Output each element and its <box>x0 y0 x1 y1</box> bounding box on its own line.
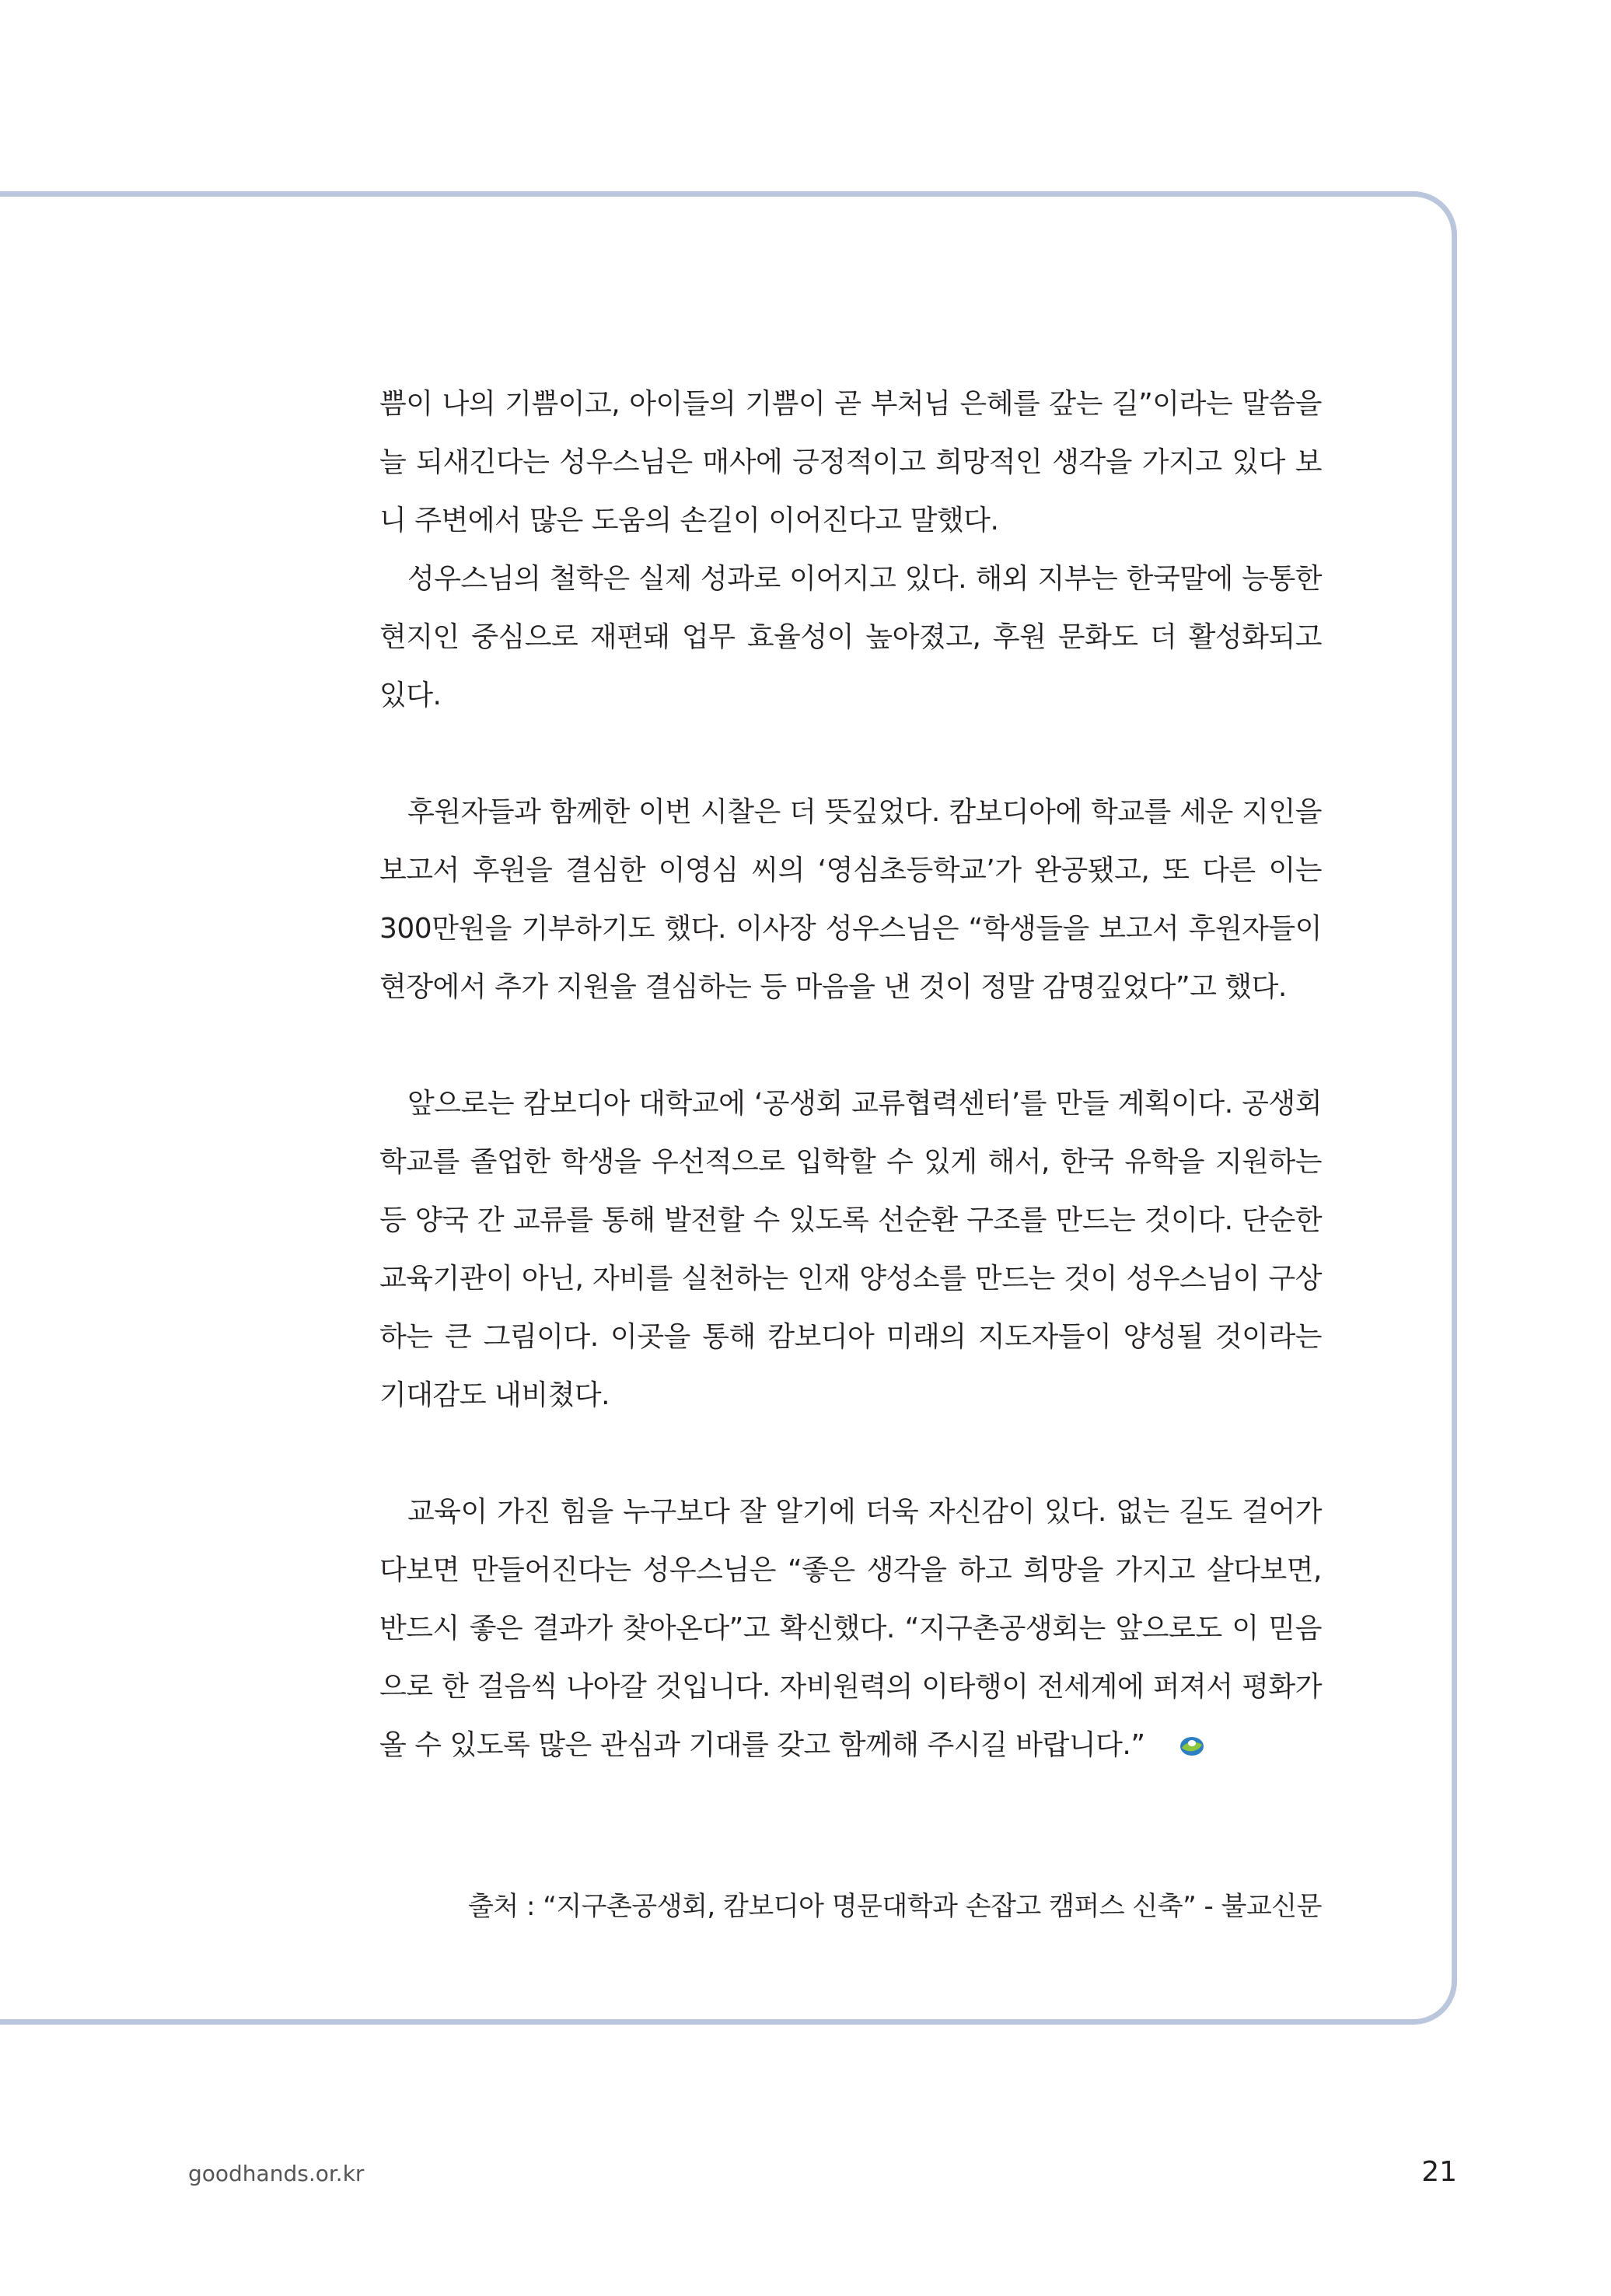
paragraph-2: 성우스님의 철학은 실제 성과로 이어지고 있다. 해외 지부는 한국말에 능통한 현지인 중심으로 재편돼 업무 효율성이 높아졌고, 후원 문화도 더 활성화되고 있다. <box>379 563 1322 711</box>
page-number: 21 <box>1421 2156 1457 2188</box>
paragraph-1: 쁨이 나의 기쁨이고, 아이들의 기쁨이 곧 부처님 은혜를 갚는 길”이라는 말씀을 늘 되새긴다는 성우스님은 매사에 긍정적이고 희망적인 생각을 가지고 있다 보니 주변에서 많은 도움의 손길이 이어진다고 말했다. <box>379 388 1322 536</box>
paragraph-4: 앞으로는 캄보디아 대학교에 ‘공생회 교류협력센터’를 만들 계획이다. 공생회 학교를 졸업한 학생을 우선적으로 입학할 수 있게 해서, 한국 유학을 지원하는 등 양국 간 교류를 통해 발전할 수 있도록 선순환 구조를 만드는 것이다. 단순한 교육기관이 아닌, 자비를 실천하는 인재 양성소를 만드는 것이 성우스님이 구상하는 큰 그림이다. 이곳을 통해 캄보디아 미래의 지도자들이 양성될 것이라는 기대감도 내비쳤다. <box>379 1088 1322 1411</box>
globe-logo-icon <box>1150 1719 1178 1742</box>
paragraph-3: 후원자들과 함께한 이번 시찰은 더 뜻깊었다. 캄보디아에 학교를 세운 지인을 보고서 후원을 결심한 이영심 씨의 ‘영심초등학교’가 완공됐고, 또 다른 이는 300만원을 기부하기도 했다. 이사장 성우스님은 “학생들을 보고서 후원자들이 현장에서 추가 지원을 결심하는 등 마음을 낸 것이 정말 감명깊었다”고 했다. <box>379 796 1322 1003</box>
paragraph-5-text: 교육이 가진 힘을 누구보다 잘 알기에 더욱 자신감이 있다. 없는 길도 걸어가다보면 만들어진다는 성우스님은 “좋은 생각을 하고 희망을 가지고 살다보면, 반드시 좋은 결과가 찾아온다”고 확신했다. “지구촌공생회는 앞으로도 이 믿음으로 한 걸음씩 나아갈 것입니다. 자비원력의 이타행이 전세계에 퍼져서 평화가 올 수 있도록 많은 관심과 기대를 갖고 함께해 주시길 바랍니다.” <box>379 1496 1322 1761</box>
footer-url: goodhands.or.kr <box>188 2161 365 2186</box>
article-body <box>379 375 1322 1774</box>
article-source: 출처 : “지구촌공생회, 캄보디아 명문대학과 손잡고 캠퍼스 신축” - 불교신문 <box>467 1891 1322 1922</box>
paragraph-5 <box>379 1483 1322 1774</box>
